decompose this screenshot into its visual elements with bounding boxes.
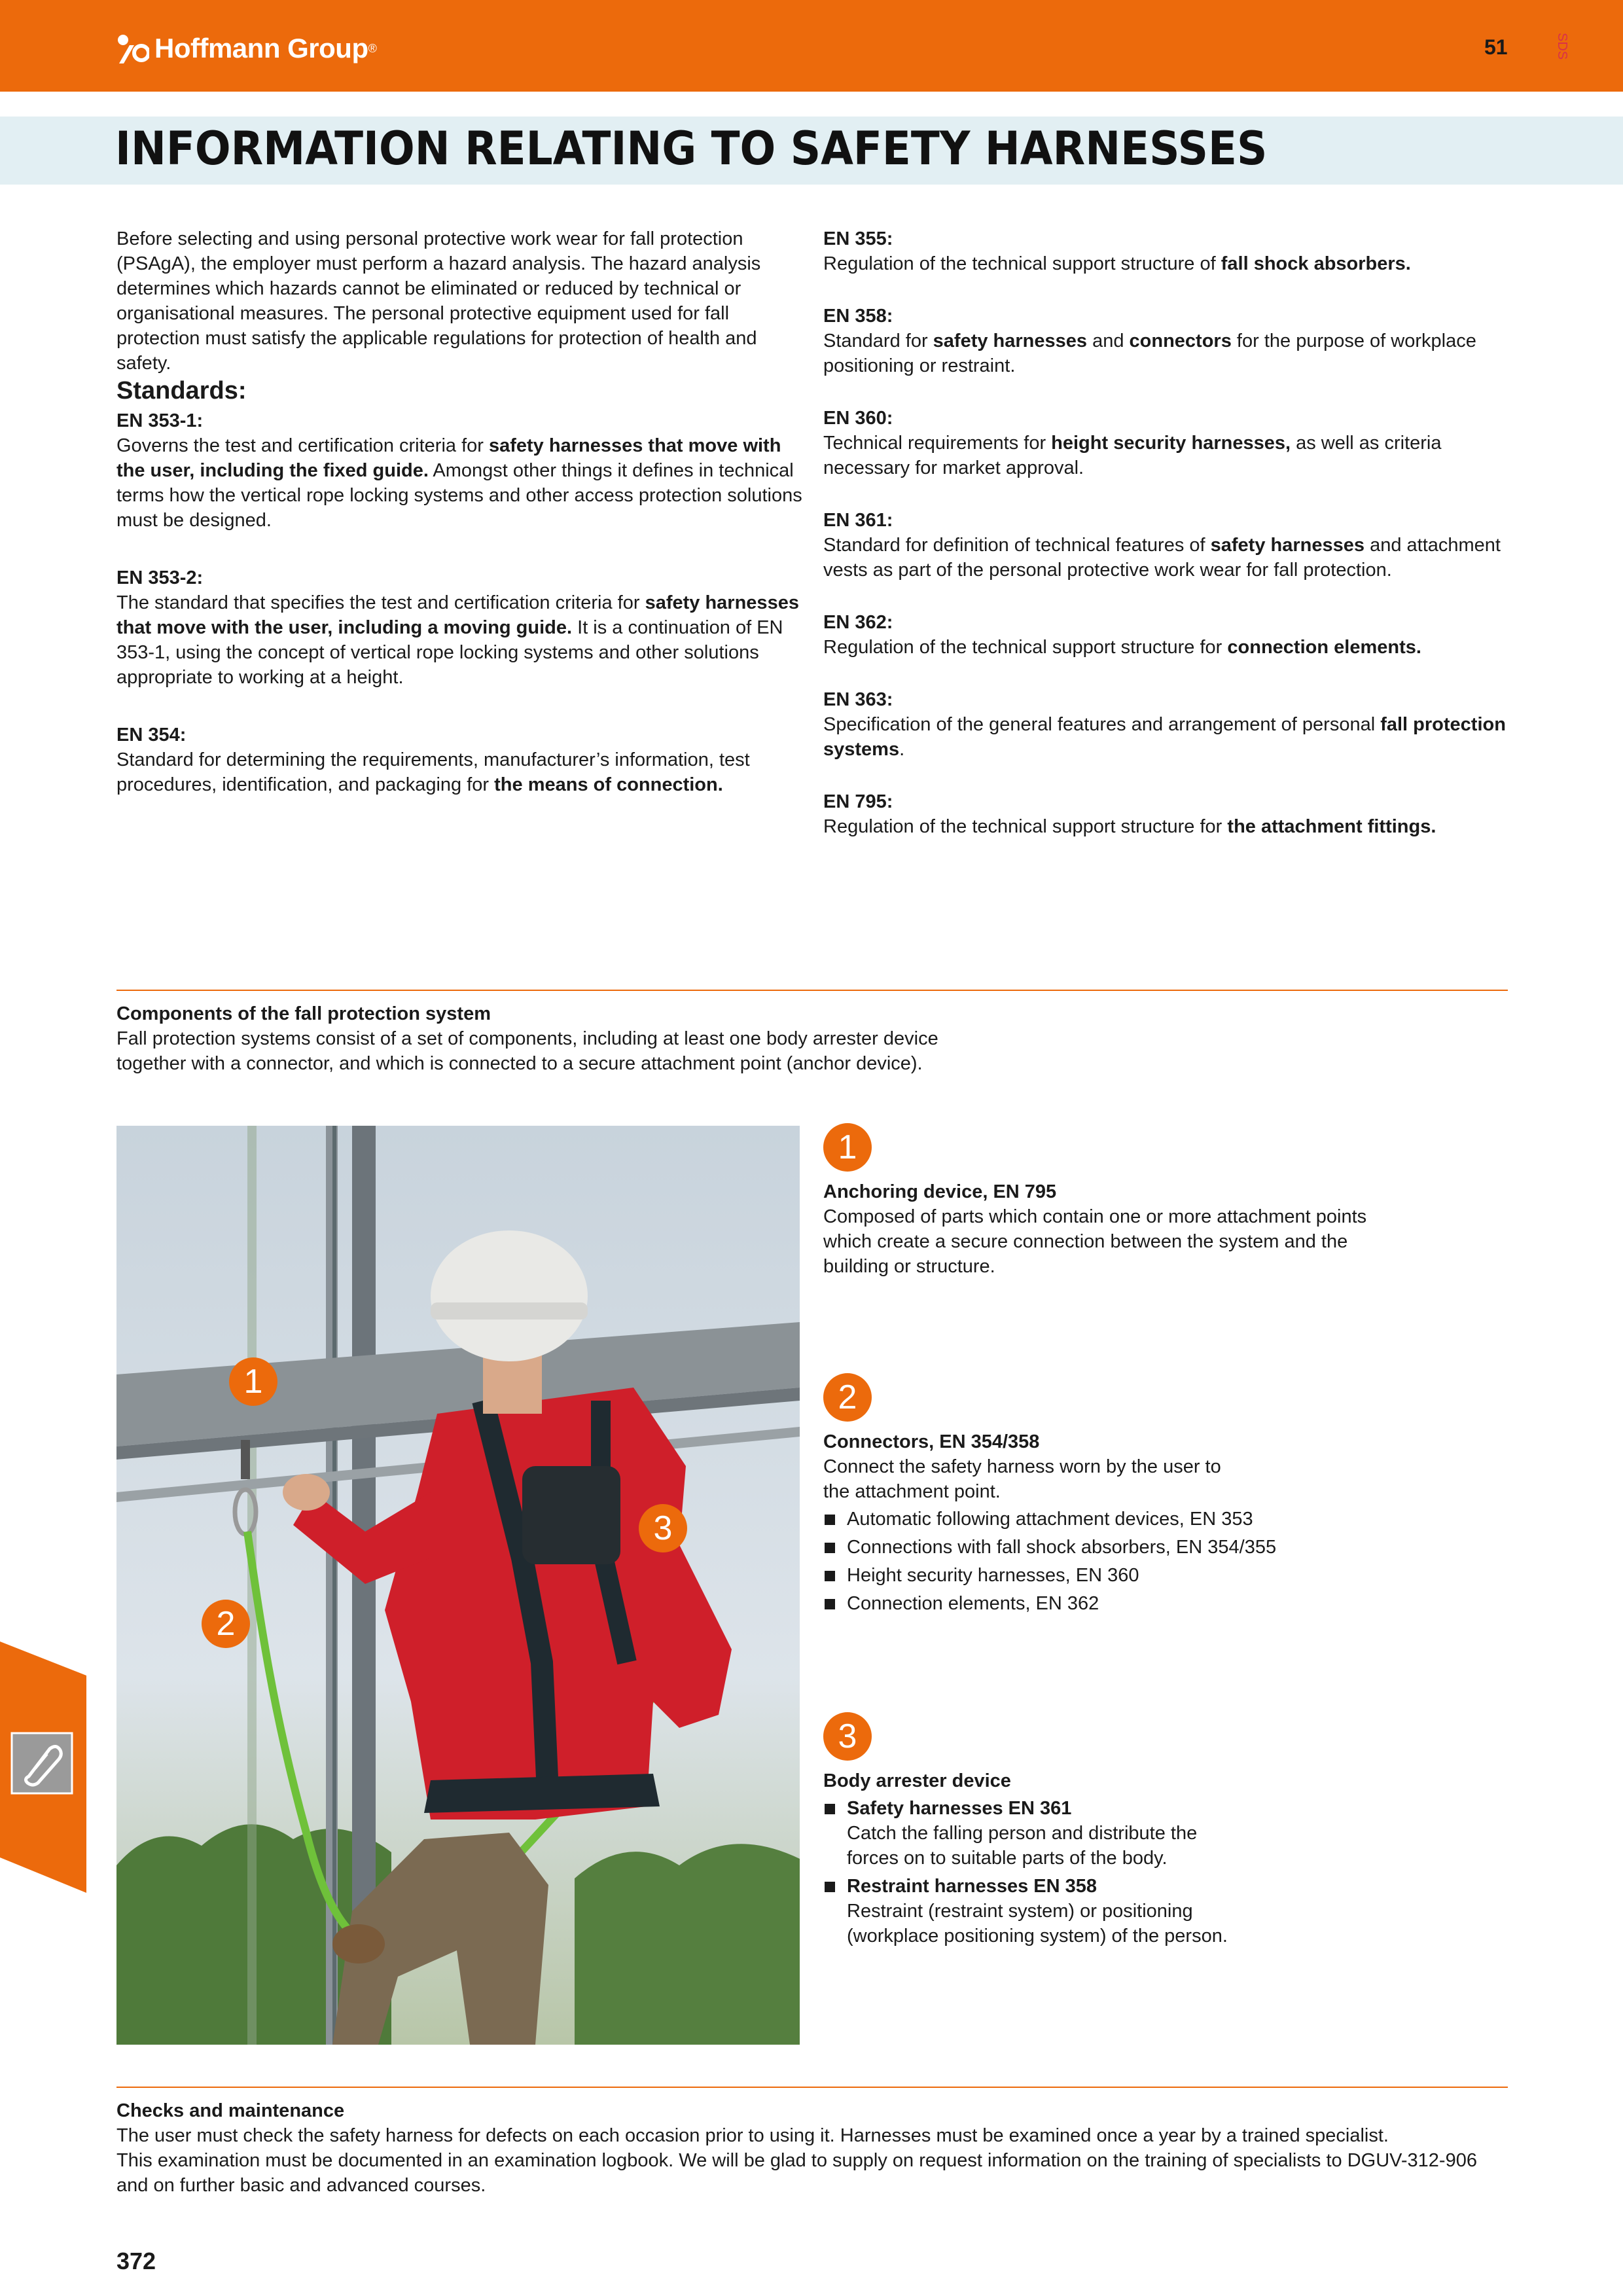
standard-code: EN 360: [823, 408, 893, 429]
component-title: Body arrester device [823, 1770, 1011, 1791]
text-span: as well as criteria necessary for market approval. [823, 433, 1442, 478]
brand-logo [116, 29, 377, 68]
standard-code: EN 362: [823, 612, 893, 633]
bold-span: height security harnesses, [1051, 433, 1291, 454]
component-title: Connectors, EN 354/358 [823, 1431, 1040, 1452]
list-item: Automatic following attachment devices, EN 353 [823, 1507, 1510, 1532]
bullet-title: Restraint harnesses EN 358 [847, 1876, 1097, 1897]
components-heading: Components of the fall protection system [116, 1003, 491, 1024]
standard-code: EN 353-1: [116, 410, 204, 431]
text-span: Regulation of the technical support structure for [823, 637, 1228, 658]
standard-code: EN 363: [823, 689, 893, 710]
standards-heading: Standards: [116, 377, 247, 404]
photo-marker-1: 1 [229, 1357, 277, 1406]
text-span: Standard for determining the requirements, manufacturer’s information, test procedures, identification, and packaging for [116, 749, 750, 795]
component-number: 2 [823, 1373, 872, 1422]
standard-text [823, 431, 1510, 480]
text-span: . [899, 739, 905, 760]
text-span: Standard for definition of technical features of [823, 535, 1211, 556]
text-span: Specification of the general features and arrangement of personal [823, 714, 1381, 735]
standard-text [116, 433, 810, 533]
standard-en363 [823, 687, 1510, 762]
checks-line-2: This examination must be documented in an examination logbook. We will be glad to supply on request information on the training of specialists to DGUV-312-906 and on further basic and advanced courses. [116, 2150, 1477, 2196]
page-title: INFORMATION RELATING TO SAFETY HARNESSES [115, 122, 1268, 175]
connector-list [823, 1507, 1510, 1616]
component-text: Composed of parts which contain one or more attachment points which create a secure connection between the system and the building or structure. [823, 1206, 1367, 1277]
photo-marker-2: 2 [202, 1600, 250, 1648]
list-item: Height security harnesses, EN 360 [823, 1563, 1510, 1588]
components-text: Fall protection systems consist of a set of components, including at least one body arrester device together with a connector, and which is connected to a secure attachment point (anchor device). [116, 1028, 938, 1074]
checks-heading: Checks and maintenance [116, 2100, 345, 2121]
bold-span: connectors [1129, 331, 1232, 351]
right-column [823, 226, 1510, 867]
brand-name: Hoffmann Group [154, 33, 368, 63]
page-header [0, 0, 1623, 92]
standard-en361 [823, 508, 1510, 583]
component-body-arrester [823, 1712, 1510, 1952]
standard-en3531 [116, 408, 810, 533]
photo-marker-3: 3 [639, 1504, 687, 1552]
bullet-text: Restraint (restraint system) or positioning (workplace positioning system) of the person. [847, 1901, 1228, 1946]
standard-text [823, 712, 1510, 762]
standard-code: EN 353-2: [116, 567, 204, 588]
standard-text [823, 251, 1510, 276]
standard-en360 [823, 406, 1510, 480]
standard-code: EN 358: [823, 306, 893, 327]
text-span: Regulation of the technical support structure for [823, 816, 1228, 837]
standard-text [823, 814, 1510, 839]
component-title: Anchoring device, EN 795 [823, 1181, 1057, 1202]
standard-en355 [823, 226, 1510, 276]
harness-photo [116, 1126, 800, 2045]
standard-en358 [823, 304, 1510, 378]
bullet-text: Catch the falling person and distribute the forces on to suitable parts of the body. [847, 1823, 1198, 1869]
bold-span: connection elements. [1227, 637, 1421, 658]
standard-en354 [116, 723, 810, 797]
harness-worker-illustration [116, 1126, 800, 2045]
text-span: Governs the test and certification criteria for [116, 435, 489, 456]
standard-en3532 [116, 565, 810, 690]
list-item [823, 1874, 1510, 1948]
standard-code: EN 354: [116, 725, 187, 745]
standard-text [823, 533, 1510, 583]
text-span: for the purpose of workplace positioning or restraint. [823, 331, 1476, 376]
list-item: Connection elements, EN 362 [823, 1591, 1510, 1616]
bold-span: safety harnesses [933, 331, 1088, 351]
standard-text [823, 329, 1510, 378]
standard-text [823, 635, 1510, 660]
component-anchoring [823, 1123, 1510, 1279]
standard-code: EN 361: [823, 510, 893, 531]
chapter-number: 51 [1484, 35, 1508, 59]
text-span: and attachment vests as part of the personal protective work wear for fall protection. [823, 535, 1501, 581]
text-span: It is a continuation of EN 353-1, using the concept of vertical rope locking systems and other solutions appropriate to working at a height. [116, 617, 783, 688]
component-number: 3 [823, 1712, 872, 1761]
intro-text: Before selecting and using personal protective work wear for fall protection (PSAgA), the employer must perform a hazard analysis. The hazard analysis determines which hazards cannot be eliminated or reduced by technical or organisational measures. The personal protective equipment used for fall protection must satisfy the applicable regulations for protection of health and safety. [116, 228, 761, 374]
standard-text [116, 747, 810, 797]
list-item [823, 1796, 1510, 1871]
bold-span: safety harnesses that move with the user, including a moving guide. [116, 592, 799, 638]
arrester-list [823, 1796, 1510, 1948]
standard-text [116, 590, 810, 690]
standard-en362 [823, 610, 1510, 660]
side-tab [0, 1641, 86, 1896]
hoffmann-logo-icon [116, 33, 149, 63]
list-item: Connections with fall shock absorbers, EN 354/355 [823, 1535, 1510, 1560]
bold-span: safety harnesses [1210, 535, 1365, 556]
text-span: and [1087, 331, 1130, 351]
bold-span: fall shock absorbers. [1221, 253, 1411, 274]
brand-mark: ® [368, 41, 377, 55]
standard-code: EN 795: [823, 791, 893, 812]
bold-span: safety harnesses that move with the user, including the fixed guide. [116, 435, 781, 481]
component-connectors [823, 1373, 1510, 1619]
bold-span: the means of connection. [494, 774, 723, 795]
bold-span: fall protection systems [823, 714, 1506, 760]
component-number: 1 [823, 1123, 872, 1172]
bold-span: the attachment fittings. [1227, 816, 1436, 837]
standard-en795 [823, 789, 1510, 839]
components-intro [116, 1001, 1508, 1076]
section-divider [116, 2087, 1508, 2088]
left-column [116, 226, 810, 830]
page-number: 372 [116, 2248, 156, 2274]
text-span: The standard that specifies the test and certification criteria for [116, 592, 645, 613]
text-span: Standard for [823, 331, 933, 351]
checks-line-1: The user must check the safety harness for defects on each occasion prior to using it. Harnesses must be examined once a year by a trained specialist. [116, 2125, 1389, 2146]
bullet-title: Safety harnesses EN 361 [847, 1798, 1072, 1819]
text-span: Amongst other things it defines in technical terms how the vertical rope locking systems and other access protection solutions must be designed. [116, 460, 802, 531]
component-text: Connect the safety harness worn by the user to the attachment point. [823, 1456, 1221, 1502]
section-divider [116, 990, 1508, 991]
side-code: SDS [1555, 33, 1569, 60]
checks-section [116, 2098, 1508, 2198]
text-span: Regulation of the technical support structure of [823, 253, 1221, 274]
carabiner-icon [18, 1740, 65, 1787]
standard-code: EN 355: [823, 228, 893, 249]
text-span: Technical requirements for [823, 433, 1052, 454]
